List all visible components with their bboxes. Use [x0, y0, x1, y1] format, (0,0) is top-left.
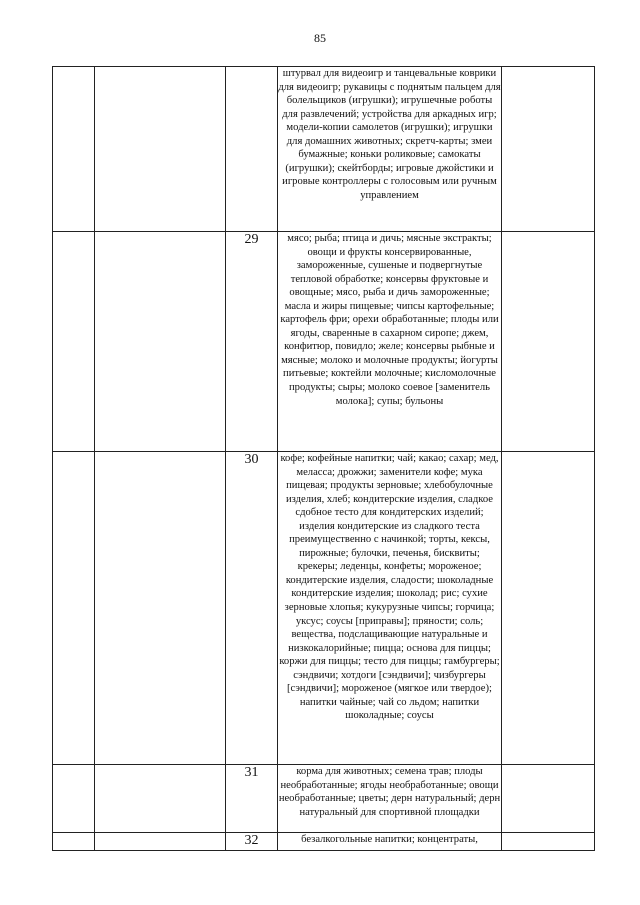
empty-cell: [502, 765, 595, 833]
table-row: [53, 833, 595, 851]
goods-description: корма для животных; семена трав; плоды необработанные; ягоды необработанные; овощи необработанные; цветы; дерн натуральный; дерн натуральный для спортивной площадки: [278, 765, 502, 833]
empty-cell: [53, 67, 95, 232]
empty-cell: [95, 833, 226, 851]
empty-cell: [95, 765, 226, 833]
table-row: [53, 452, 595, 765]
class-number: 29: [226, 232, 278, 452]
empty-cell: [502, 67, 595, 232]
page-number: 85: [314, 31, 326, 45]
empty-cell: [95, 232, 226, 452]
empty-cell: [53, 833, 95, 851]
goods-description: штурвал для видеоигр и танцевальные коврики для видеоигр; рукавицы с поднятым пальцем для болельщиков (игрушки); игрушечные роботы для развлечений; устройства для аркадных игр; модели-копии самолетов (игрушки); игрушки для домашних животных; скретч-карты; змеи бумажные; коньки роликовые; самокаты (игрушки); скейтборды; игровые джойстики и игровые контроллеры с голосовым или ручным управлением: [278, 67, 502, 232]
goods-description: кофе; кофейные напитки; чай; какао; сахар; мед, меласса; дрожжи; заменители кофе; мука пищевая; продукты зерновые; хлебобулочные изделия, хлеб; кондитерские изделия, сладкое сдобное тесто для кондитерских изделий; изделия кондитерские из сладкого теста преимущественно с начинкой; торты, кексы, пирожные; булочки, печенья, бисквиты; крекеры; леденцы, конфеты; мороженое; кондитерские изделия, сладости; шоколадные кондитерские изделия; шоколад; рис; сухие зерновые хлопья; кукурузные чипсы; горчица; уксус; соусы [приправы]; пряности; соль; вещества, подслащивающие натуральные и низкокалорийные; пицца; основа для пиццы; коржи для пиццы; тесто для пиццы; гамбургеры; сэндвичи; хотдоги [сэндвичи]; чизбургеры [сэндвичи]; мороженое (мягкое или твердое); напитки чайные; чай со льдом; напитки шоколадные; соусы: [278, 452, 502, 765]
empty-cell: [95, 67, 226, 232]
empty-cell: [95, 452, 226, 765]
empty-cell: [53, 232, 95, 452]
goods-classification-table: [52, 66, 595, 851]
table-row: [53, 765, 595, 833]
class-number: [226, 67, 278, 232]
goods-description: мясо; рыба; птица и дичь; мясные экстракты; овощи и фрукты консервированные, замороженные, сушеные и подвергнутые тепловой обработке; консервы фруктовые и овощные; мясо, рыба и дичь замороженные; масла и жиры пищевые; чипсы картофельные; картофель фри; орехи обработанные; плоды или ягоды, сваренные в сахарном сиропе; джем, конфитюр, повидло; желе; консервы рыбные и мясные; молоко и молочные продукты; йогурты питьевые; коктейли молочные; кисломолочные продукты; сыры; молоко соевое [заменитель молока]; супы; бульоны: [278, 232, 502, 452]
empty-cell: [502, 452, 595, 765]
empty-cell: [53, 452, 95, 765]
class-number: 32: [226, 833, 278, 851]
class-number: 31: [226, 765, 278, 833]
empty-cell: [53, 765, 95, 833]
empty-cell: [502, 232, 595, 452]
goods-description: безалкогольные напитки; концентраты,: [278, 833, 502, 851]
table-row: [53, 67, 595, 232]
table-row: [53, 232, 595, 452]
class-number: 30: [226, 452, 278, 765]
empty-cell: [502, 833, 595, 851]
